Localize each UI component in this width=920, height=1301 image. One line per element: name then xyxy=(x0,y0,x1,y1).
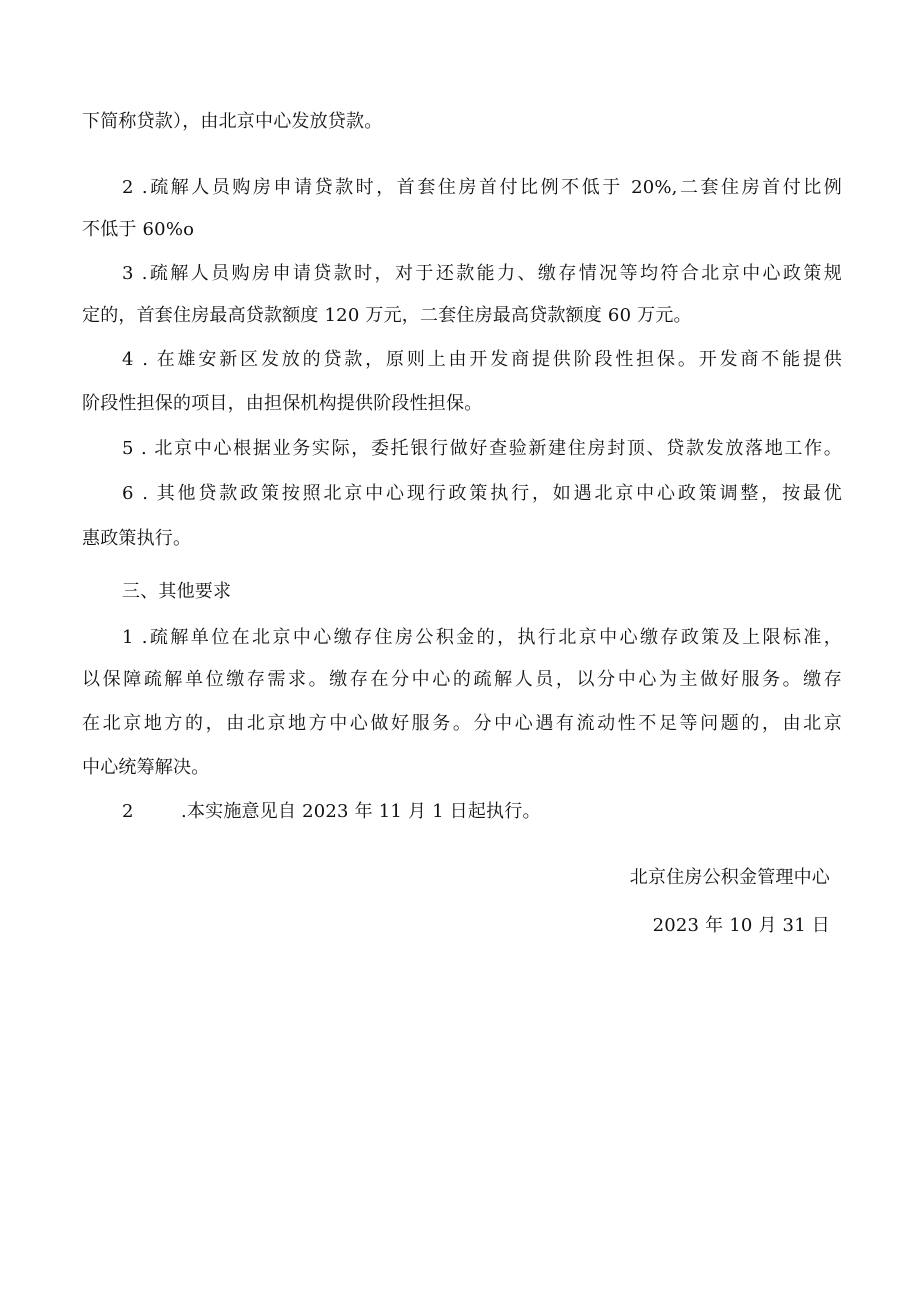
paragraph-line: 1 .疏解单位在北京中心缴存住房公积金的，执行北京中心缴存政策及上限标准， xyxy=(122,627,842,648)
paragraph-line: 定的，首套住房最高贷款额度 120 万元，二套住房最高贷款额度 60 万元。 xyxy=(82,305,692,326)
section-heading: 三、其他要求 xyxy=(122,581,232,602)
paragraph-line: 中心统筹解决。 xyxy=(82,757,210,778)
paragraph-line: 阶段性担保的项目，由担保机构提供阶段性担保。 xyxy=(82,393,483,414)
signature-organization: 北京住房公积金管理中心 xyxy=(629,867,830,888)
paragraph-line: 3 .疏解人员购房申请贷款时，对于还款能力、缴存情况等均符合北京中心政策规 xyxy=(122,263,842,284)
paragraph-line: 下简称贷款），由北京中心发放贷款。 xyxy=(82,111,383,132)
paragraph-line: 2 .疏解人员购房申请贷款时，首套住房首付比例不低于 20%,二套住房首付比例 xyxy=(122,177,842,198)
paragraph-line: 5 . 北京中心根据业务实际，委托银行做好查验新建住房封顶、贷款发放落地工作。 xyxy=(122,438,842,459)
signature-date: 2023 年 10 月 31 日 xyxy=(652,915,830,936)
paragraph-line: 6 . 其他贷款政策按照北京中心现行政策执行，如遇北京中心政策调整，按最优 xyxy=(122,483,842,504)
paragraph-line: 惠政策执行。 xyxy=(82,528,192,549)
paragraph-line: 4 . 在雄安新区发放的贷款，原则上由开发商提供阶段性担保。开发商不能提供 xyxy=(122,349,842,370)
paragraph-line: 不低于 60%o xyxy=(82,219,195,240)
paragraph-line: 2 .本实施意见自 2023 年 11 月 1 日起执行。 xyxy=(122,801,541,822)
paragraph-line: 在北京地方的，由北京地方中心做好服务。分中心遇有流动性不足等问题的，由北京 xyxy=(82,713,842,734)
paragraph-line: 以保障疏解单位缴存需求。缴存在分中心的疏解人员，以分中心为主做好服务。缴存 xyxy=(82,669,842,690)
